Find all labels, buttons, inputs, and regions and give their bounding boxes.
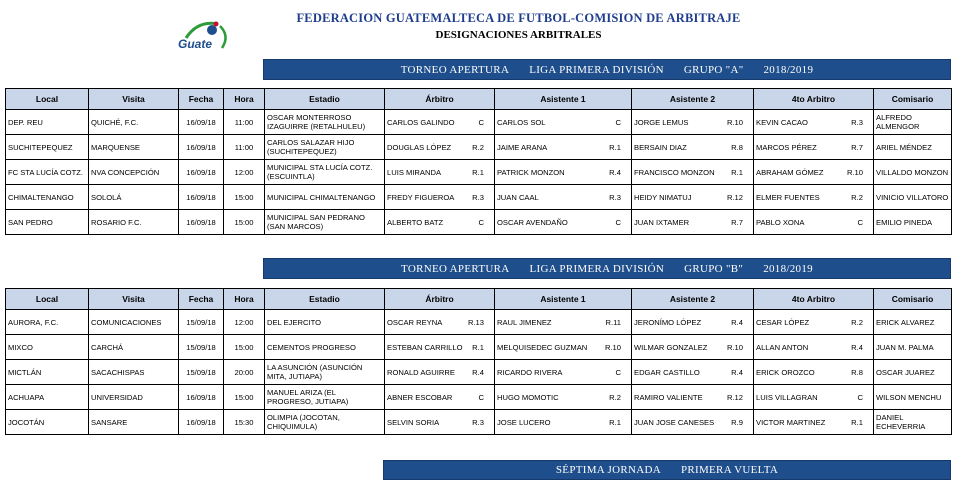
cell-visita: ROSARIO F.C. [89, 210, 179, 235]
official-cell [497, 368, 629, 377]
official-cell [497, 118, 629, 127]
official-cell [756, 418, 871, 427]
cell-estadio: MUNICIPAL CHIMALTENANGO [265, 185, 385, 210]
cell-estadio: MUNICIPAL STA LUCÍA COTZ. (ESCUINTLA) [265, 160, 385, 185]
cell-asistente-2 [632, 385, 754, 410]
column-header-asistente-1: Asistente 1 [495, 89, 632, 110]
group-a-banner [263, 59, 951, 80]
table-row [6, 160, 952, 185]
official-name: OSCAR REYNA [387, 317, 443, 327]
banner-league: LIGA PRIMERA DIVISIÓN [529, 63, 664, 76]
banner-group: GRUPO "B" [684, 262, 744, 275]
cell-asistente-1 [495, 335, 632, 360]
cell-estadio: OSCAR MONTERROSO IZAGUIRRE (RETALHULEU) [265, 110, 385, 135]
table-row [6, 185, 952, 210]
official-cell [756, 318, 871, 327]
cell-asistente-2 [632, 135, 754, 160]
official-cell [756, 193, 871, 202]
column-header-asistente-2: Asistente 2 [632, 289, 754, 310]
official-cell [497, 418, 629, 427]
column-header-fecha: Fecha [179, 89, 224, 110]
official-category: C [615, 367, 621, 377]
official-name: WILMAR GONZALEZ [634, 342, 708, 352]
official-name: ABRAHAM GÓMEZ [756, 167, 824, 177]
column-header-estadio: Estadio [265, 89, 385, 110]
column-header-cuarto-arbitro: 4to Arbitro [754, 289, 874, 310]
official-cell [756, 118, 871, 127]
cell-asistente-2 [632, 410, 754, 435]
official-name: PABLO XONA [756, 217, 805, 227]
table-row [6, 360, 952, 385]
cell-arbitro [385, 185, 495, 210]
official-category: R.8 [731, 142, 743, 152]
official-cell [756, 343, 871, 352]
banner-league: LIGA PRIMERA DIVISIÓN [529, 262, 665, 275]
official-cell [387, 393, 492, 402]
official-name: JUAN IXTAMER [634, 217, 690, 227]
column-header-local: Local [6, 289, 89, 310]
official-name: CESAR LÓPEZ [756, 317, 810, 327]
official-category: R.4 [731, 367, 743, 377]
cell-asistente-1 [495, 360, 632, 385]
cell-hora: 12:00 [224, 310, 265, 335]
cell-comisario: DANIEL ECHEVERRIA [874, 410, 952, 435]
cell-arbitro [385, 385, 495, 410]
banner-season: 2018/2019 [763, 262, 813, 275]
cell-comisario: OSCAR JUAREZ [874, 360, 952, 385]
column-header-fecha: Fecha [179, 289, 224, 310]
official-cell [634, 368, 751, 377]
official-category: R.4 [472, 367, 484, 377]
official-category: C [615, 217, 621, 227]
cell-visita: NVA CONCEPCIÓN [89, 160, 179, 185]
cell-hora: 15:00 [224, 185, 265, 210]
official-cell [497, 218, 629, 227]
cell-fecha: 16/09/18 [179, 410, 224, 435]
cell-cuarto-arbitro [754, 210, 874, 235]
official-name: JORGE LEMUS [634, 117, 689, 127]
column-header-hora: Hora [224, 289, 265, 310]
official-name: PATRICK MONZON [497, 167, 565, 177]
official-category: C [478, 392, 484, 402]
official-category: R.9 [731, 417, 743, 427]
cell-comisario: EMILIO PINEDA [874, 210, 952, 235]
official-category: R.2 [851, 317, 863, 327]
page-subtitle: DESIGNACIONES ARBITRALES [435, 29, 602, 41]
official-name: ABNER ESCOBAR [387, 392, 453, 402]
cell-hora: 15:30 [224, 410, 265, 435]
official-name: ALLAN ANTON [756, 342, 809, 352]
official-category: C [857, 392, 863, 402]
cell-local: DEP. REU [6, 110, 89, 135]
column-header-arbitro: Árbitro [385, 89, 495, 110]
cell-comisario: ERICK ALVAREZ [874, 310, 952, 335]
cell-arbitro [385, 360, 495, 385]
official-name: MARCOS PÉREZ [756, 142, 817, 152]
official-name: RAUL JIMENEZ [497, 317, 552, 327]
official-category: R.1 [851, 417, 863, 427]
cell-asistente-2 [632, 360, 754, 385]
official-name: BERSAIN DIAZ [634, 142, 687, 152]
cell-visita: QUICHÉ, F.C. [89, 110, 179, 135]
official-name: RAMIRO VALIENTE [634, 392, 703, 402]
official-name: HUGO MOMOTIC [497, 392, 559, 402]
table-row [6, 110, 952, 135]
table-header-row [6, 289, 952, 310]
official-name: DOUGLAS LÓPEZ [387, 142, 452, 152]
official-cell [756, 368, 871, 377]
table-row [6, 335, 952, 360]
matchday-banner [383, 460, 951, 480]
official-cell [497, 393, 629, 402]
official-cell [497, 318, 629, 327]
cell-arbitro [385, 335, 495, 360]
official-category: R.1 [609, 142, 621, 152]
cell-asistente-2 [632, 335, 754, 360]
banner-matchday: SÉPTIMA JORNADA [555, 464, 661, 476]
cell-comisario: JUAN M. PALMA [874, 335, 952, 360]
official-cell [634, 318, 751, 327]
official-name: ERICK OROZCO [756, 367, 815, 377]
cell-hora: 20:00 [224, 360, 265, 385]
official-category: R.1 [609, 417, 621, 427]
cell-local: AURORA, F.C. [6, 310, 89, 335]
official-category: R.3 [472, 417, 484, 427]
cell-fecha: 16/09/18 [179, 185, 224, 210]
cell-hora: 12:00 [224, 160, 265, 185]
official-name: CARLOS SOL [497, 117, 546, 127]
official-category: R.1 [731, 167, 743, 177]
official-category: R.13 [467, 317, 484, 327]
cell-cuarto-arbitro [754, 310, 874, 335]
cell-local: MIXCO [6, 335, 89, 360]
cell-estadio: CARLOS SALAZAR HIJO (SUCHITEPEQUEZ) [265, 135, 385, 160]
table-header-row [6, 89, 952, 110]
official-category: R.10 [604, 342, 621, 352]
official-cell [387, 343, 492, 352]
cell-arbitro [385, 310, 495, 335]
cell-fecha: 15/09/18 [179, 335, 224, 360]
cell-arbitro [385, 110, 495, 135]
official-cell [634, 143, 751, 152]
cell-fecha: 16/09/18 [179, 160, 224, 185]
cell-asistente-1 [495, 135, 632, 160]
cell-estadio: DEL EJERCITO [265, 310, 385, 335]
cell-visita: SANSARE [89, 410, 179, 435]
official-name: LUIS MIRANDA [387, 167, 442, 177]
group-a-table [5, 88, 952, 235]
cell-cuarto-arbitro [754, 335, 874, 360]
cell-fecha: 16/09/18 [179, 210, 224, 235]
column-header-comisario: Comisario [874, 89, 952, 110]
official-name: JUAN JOSE CANESES [634, 417, 715, 427]
cell-estadio: MUNICIPAL SAN PEDRANO (SAN MARCOS) [265, 210, 385, 235]
cell-fecha: 15/09/18 [179, 360, 224, 385]
official-category: R.3 [609, 192, 621, 202]
cell-cuarto-arbitro [754, 135, 874, 160]
official-category: C [478, 117, 484, 127]
cell-asistente-1 [495, 385, 632, 410]
cell-cuarto-arbitro [754, 185, 874, 210]
official-cell [634, 393, 751, 402]
official-category: R.2 [472, 142, 484, 152]
cell-local: JOCOTÁN [6, 410, 89, 435]
column-header-arbitro: Árbitro [385, 289, 495, 310]
official-category: C [615, 117, 621, 127]
cell-local: CHIMALTENANGO [6, 185, 89, 210]
cell-visita: MARQUENSE [89, 135, 179, 160]
cell-asistente-2 [632, 310, 754, 335]
official-cell [387, 168, 492, 177]
group-b-table [5, 288, 952, 435]
cell-estadio: OLIMPIA (JOCOTAN, CHIQUIMULA) [265, 410, 385, 435]
official-name: CARLOS GALINDO [387, 117, 455, 127]
official-category: R.1 [472, 342, 484, 352]
cell-local: MICTLÁN [6, 360, 89, 385]
official-category: R.7 [731, 217, 743, 227]
page-title: FEDERACION GUATEMALTECA DE FUTBOL-COMISION DE ARBITRAJE [296, 11, 741, 25]
cell-cuarto-arbitro [754, 410, 874, 435]
cell-asistente-1 [495, 185, 632, 210]
cell-estadio: MANUEL ARIZA (EL PROGRESO, JUTIAPA) [265, 385, 385, 410]
official-category: R.3 [851, 117, 863, 127]
cell-hora: 15:00 [224, 385, 265, 410]
cell-asistente-1 [495, 410, 632, 435]
cell-visita: SOLOLÁ [89, 185, 179, 210]
cell-asistente-1 [495, 210, 632, 235]
cell-fecha: 16/09/18 [179, 110, 224, 135]
official-category: R.12 [726, 392, 743, 402]
table-row [6, 385, 952, 410]
banner-round: PRIMERA VUELTA [680, 464, 779, 476]
official-name: JOSE LUCERO [497, 417, 551, 427]
group-b-banner [263, 258, 951, 279]
cell-arbitro [385, 410, 495, 435]
column-header-local: Local [6, 89, 89, 110]
official-cell [756, 218, 871, 227]
cell-comisario: WILSON MENCHU [874, 385, 952, 410]
official-category: R.11 [605, 317, 621, 327]
official-cell [387, 118, 492, 127]
official-cell [634, 343, 751, 352]
column-header-visita: Visita [89, 289, 179, 310]
cell-arbitro [385, 160, 495, 185]
official-name: JAIME ARANA [497, 142, 548, 152]
official-cell [634, 193, 751, 202]
table-row [6, 310, 952, 335]
banner-tournament: TORNEO APERTURA [401, 262, 510, 275]
official-cell [497, 143, 629, 152]
cell-local: SAN PEDRO [6, 210, 89, 235]
banner-tournament: TORNEO APERTURA [400, 63, 510, 76]
official-name: SELVIN SORIA [387, 417, 440, 427]
column-header-visita: Visita [89, 89, 179, 110]
official-name: ELMER FUENTES [756, 192, 820, 202]
cell-cuarto-arbitro [754, 160, 874, 185]
cell-comisario: ARIEL MÉNDEZ [874, 135, 952, 160]
official-category: R.7 [851, 142, 863, 152]
cell-arbitro [385, 210, 495, 235]
logo-text: Guate [178, 37, 213, 51]
official-cell [497, 343, 629, 352]
cell-asistente-2 [632, 110, 754, 135]
column-header-comisario: Comisario [874, 289, 952, 310]
cell-hora: 11:00 [224, 135, 265, 160]
cell-cuarto-arbitro [754, 360, 874, 385]
column-header-asistente-2: Asistente 2 [632, 89, 754, 110]
official-cell [756, 143, 871, 152]
official-category: R.10 [726, 117, 743, 127]
official-cell [387, 418, 492, 427]
official-name: FREDY FIGUEROA [387, 192, 455, 202]
official-name: RONALD AGUIRRE [387, 367, 455, 377]
cell-local: SUCHITEPEQUEZ [6, 135, 89, 160]
official-name: ALBERTO BATZ [387, 217, 444, 227]
cell-fecha: 16/09/18 [179, 135, 224, 160]
official-category: R.4 [851, 342, 863, 352]
official-category: R.10 [726, 342, 743, 352]
official-cell [387, 193, 492, 202]
cell-local: ACHUAPA [6, 385, 89, 410]
official-category: C [857, 217, 863, 227]
cell-asistente-1 [495, 310, 632, 335]
cell-visita: UNIVERSIDAD [89, 385, 179, 410]
cell-asistente-1 [495, 110, 632, 135]
table-row [6, 135, 952, 160]
official-name: HEIDY NIMATUJ [634, 192, 692, 202]
column-header-cuarto-arbitro: 4to Arbitro [754, 89, 874, 110]
official-category: R.8 [851, 367, 863, 377]
table-row [6, 210, 952, 235]
official-name: FRANCISCO MONZON [634, 167, 715, 177]
cell-comisario: VINICIO VILLATORO [874, 185, 952, 210]
cell-cuarto-arbitro [754, 385, 874, 410]
cell-hora: 11:00 [224, 110, 265, 135]
cell-fecha: 16/09/18 [179, 385, 224, 410]
cell-local: FC STA LUCÍA COTZ. [6, 160, 89, 185]
banner-group: GRUPO "A" [683, 63, 744, 76]
cell-estadio: CEMENTOS PROGRESO [265, 335, 385, 360]
official-category: R.4 [609, 167, 621, 177]
cell-asistente-1 [495, 160, 632, 185]
cell-hora: 15:00 [224, 210, 265, 235]
official-name: ESTEBAN CARRILLO [387, 342, 463, 352]
column-header-estadio: Estadio [265, 289, 385, 310]
official-cell [634, 418, 751, 427]
official-cell [387, 218, 492, 227]
banner-season: 2018/2019 [763, 63, 814, 76]
official-name: JERONÍMO LÓPEZ [634, 317, 702, 327]
official-category: R.2 [851, 192, 863, 202]
official-cell [634, 118, 751, 127]
cell-cuarto-arbitro [754, 110, 874, 135]
official-name: LUIS VILLAGRAN [756, 392, 818, 402]
cell-asistente-2 [632, 210, 754, 235]
official-cell [756, 168, 871, 177]
cell-hora: 15:00 [224, 335, 265, 360]
official-name: VICTOR MARTINEZ [756, 417, 826, 427]
official-category: R.10 [846, 167, 863, 177]
cell-fecha: 15/09/18 [179, 310, 224, 335]
official-cell [634, 218, 751, 227]
table-row [6, 410, 952, 435]
official-name: OSCAR AVENDAÑO [497, 217, 568, 227]
official-cell [497, 193, 629, 202]
official-name: EDGAR CASTILLO [634, 367, 700, 377]
official-cell [497, 168, 629, 177]
column-header-hora: Hora [224, 89, 265, 110]
column-header-asistente-1: Asistente 1 [495, 289, 632, 310]
cell-estadio: LA ASUNCIÓN (ASUNCIÓN MITA, JUTIAPA) [265, 360, 385, 385]
cell-visita: SACACHISPAS [89, 360, 179, 385]
official-category: R.3 [472, 192, 484, 202]
cell-comisario: VILLALDO MONZON [874, 160, 952, 185]
official-category: R.4 [731, 317, 743, 327]
official-name: RICARDO RIVERA [497, 367, 563, 377]
official-name: KEVIN CACAO [756, 117, 808, 127]
cell-visita: COMUNICACIONES [89, 310, 179, 335]
official-cell [387, 143, 492, 152]
official-category: R.1 [472, 167, 484, 177]
official-cell [387, 368, 492, 377]
cell-asistente-2 [632, 160, 754, 185]
cell-asistente-2 [632, 185, 754, 210]
cell-comisario: ALFREDO ALMENGOR [874, 110, 952, 135]
official-name: JUAN CAAL [497, 192, 539, 202]
official-name: MELQUISEDEC GUZMAN [497, 342, 588, 352]
cell-arbitro [385, 135, 495, 160]
official-cell [756, 393, 871, 402]
official-category: C [478, 217, 484, 227]
official-category: R.2 [609, 392, 621, 402]
cell-visita: CARCHÁ [89, 335, 179, 360]
official-cell [634, 168, 751, 177]
official-category: R.12 [726, 192, 743, 202]
official-cell [387, 318, 492, 327]
